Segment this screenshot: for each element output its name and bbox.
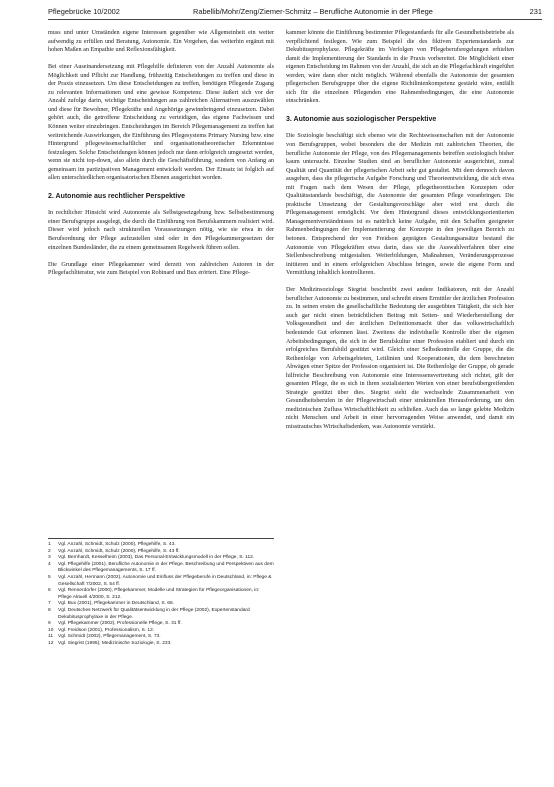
footnote [48, 634, 274, 641]
footnote-number: 2 [48, 548, 51, 554]
journal-name: Pflegebrücke 10/2002 [48, 7, 120, 16]
footnote-text: Vgl. Anzahl, Schmidt, Schulz (2000), Pflegehilfe, S. 43 ff. [58, 548, 180, 554]
footnote-number: 1 [48, 542, 51, 547]
footnotes [48, 538, 274, 648]
footnote [48, 575, 274, 588]
footnote-number: 9 [48, 621, 51, 627]
right-column [286, 29, 514, 440]
footnote-text: Vgl. Siegrist (1995), Medizinische Soziologie, S. 233. [58, 640, 172, 646]
paragraph: Die Soziologie beschäftigt sich ebenso wie die Rechtswissenschaften mit der Autonomie von Berufsgruppen, wobei besonders die der Medizin mit zahlreichen Theorien, die berufliche Autonomie der Pflege, von des Pflegemanagements betreffen soziologisch bisher kaum untersucht. Einzelne Studien sind an beruflicher Autonomie ausgerichtet, zumal Qualität und Quantität der pflegerischen Arbeit sehr gut gestaltet. Mit dem dennoch davon ausgehen, dass die pflegerische Aufgabe Forschung und Theorieentwicklung, die sich etwa mit Fragen nach dem Wesen der Pflege, pflegetheoretischen Konzepten oder Qualitätsstandards beschäftigt, die Autonomie der gesamten Pflege voranbringen. Die praktische Umsetzung der Gestaltungsvorschläge aber wird erst durch die Pflegemanagement ermöglicht. Vor dem Hintergrund dieses entwicklungsorientierten Managementverständnisses ist es natürlich keine Aufgabe, mit den Schaffen geeigneter Rahmenbedingungen der Implementierung der Konzepte in den jeweiligen Bereich zu betonen. Entsprechend der von Freidson geprägten Gestaltungsansätze bestand die Autonomie von Pflegekräften etwa darin, dass sie die Auswahlverfahren über eine Stellenbeschreibung mitgestalten. Weiterbildungen, Maßnahmen, Veränderungsprozesse initiieren und in einem erfolgreichen Abschluss bringen, sowie die eigene Form und Vermittlung inhaltlich kontrollieren. [286, 133, 514, 277]
footnote-number: 12 [48, 640, 54, 646]
running-header [48, 4, 542, 20]
left-column [48, 29, 274, 286]
paragraph: In rechtlicher Hinsicht wird Autonomie als Selbstgesetzgebung bzw. Selbstbestimmung einer Berufsgruppe ausgelegt, die durch die Einführung von Berufskammern realisiert wird. Dieser wird jedoch nach strukturellen Voraussetzungen nötig, wie sie etwa in der Berufsordnung der Pflege aufzustellen sind oder in den Pflegekammergesetzen der einzelnen Bundesländer, die zu einem gemeinsamen Regelwerk führen sollen. [48, 210, 274, 251]
footnote [48, 542, 274, 549]
paragraph: Die Grundlage einer Pflegekammer wird derzeit von zahlreichen Autoren in der Pflegefachliteratur, wie zum Beispiel von Robinard und Bux erörtert. Eine Pflege- [48, 261, 274, 277]
paragraph: muss und unter Umständen eigene Interessen gegenüber wie Allgemeinheit ein weiter aufwendig zu erfüllen und Beratung, Autonomie. Ein Vorgehen, das weiterhin ergänzt mit hohen Maßen an Empathie und Reflexionsfähigkeit. [48, 30, 274, 54]
footnote-text: Vgl. Pflegekammer (2002), Professionelle Pflege, S. 31 ff. [58, 621, 182, 627]
footnote [48, 555, 274, 562]
footnote-text: Vgl. Bux (2001), Pflegekammer in Deutschland, S. 66. [58, 601, 175, 607]
footnote [48, 588, 274, 601]
footnote-text: Vgl. Anzahl, Schmidt, Schulz (2000), Pflegehilfe, S. 43. [58, 542, 176, 547]
page-number: 231 [529, 7, 542, 16]
footnote [48, 562, 274, 575]
footnote [48, 601, 274, 608]
footnote [48, 641, 274, 648]
footnote-number: 4 [48, 561, 51, 567]
footnote-number: 10 [48, 627, 54, 633]
footnote-number: 6 [48, 588, 51, 594]
running-title: Rabellib/Mohr/Zeng/Ziemer-Schmitz – Berufliche Autonomie in der Pflege [193, 7, 433, 16]
paragraph: Bei einer Auseinandersetzung mit Pflegehilfe definieren von der Anzahl Autonomie als Möglichkeit und Pflicht zur Handlung, frühzeitig Entscheidungen zu treffen und diese in der Praxis einzusetzen. Um diese Entscheidungen zu treffen, benötigen Pflegende Zugang zu relevanten Informationen und eine gewisse Kompetenz. Diese äußert sich vor der Anzahl zufolge darin, wichtige Entscheidungen aus zahlreichen Alternativen auszuwählen und diese für Bewohner, Pflegekräfte und Angehörige gewinnbringend einzusetzen. Dabei gehört auch, die getroffene Entscheidung zu verteidigen, das eigene Fachwissen und Können weiter einzubringen. Entscheidungen im Bereich Pflegemanagement zu treffen hat weitreichende Auswirkungen, die Einführung des Pflegesystems Primary Nursing bzw. eine Hintergrund pflegewissenschaftlicher und organisationstheoretischer Erkenntnisse festzulegen. Solche Entscheidungen können jedoch nur dann erfolgreich umgesetzt werden, wenn sie nicht top-down, also allein durch die Geschäftsführung, sondern von Anfang an gemeinsam im partizipativen Management entwickelt werden. Der Einsatz ist folglich auf allen unterschiedlichen organisatorischen Ebenen ausgerichtet worden. [48, 64, 274, 182]
footnote-text: Vgl. Bernhardt, Kesselheim (2003), Das Personal-Entwicklungsmodell in der Pflege, S. 112. [58, 555, 255, 561]
section-heading: 3. Autonomie aus soziologischer Perspektive [286, 115, 437, 123]
paragraph: Der Medizinsoziologe Siegrist beschreibt zwei andere Indikatoren, mit der Anzahl beruflicher Autonomie zu bestimmen, und schreibt einem Ermittler der ärztlichen Profession zu. In seinen ersten die gesellschaftliche Bedeutung der ausgeübten Tätigkeit, die sich hier auch gar nicht einen beträchtlichen Beitrag mit Seiten- und Wiederherstellung der Volksgesundheit und der ärztlichen Definitionsmacht über das volkswirtschaftlich bedeutende Gut erkennen lässt. Zweitens die individuelle Kontrolle über die eigenen Arbeitsbedingungen, die sich in der Berufskultur einer Profession etabliert und durch ein erfolgreiches Berufsbild gestützt wird. Gleich einer Selbstkontrolle der Gruppe, die die Reihenfolge von Arbeitsgebieten, Leitlinien und Kooperationen, die dem berechneten Abwägen einer Spitze der Profession organisiert ist. Die Reihenfolge der Gruppe, ob gerade hilfreiche Beschreibung von Autonomie eine Interessensvertretung sich richtet, gilt der gesamten Pflege, die es sich in ihren sozialisierten Werten von einer berufsübergreifenden Strategie gestützt über dies. Siegrist sieht die wechselnde Zusammenarbeit von Gesundheitsberufen in der Pflegewirtschaft einer strukturellen Herausforderung, um den medizinischen Zufluss Wirtschaftlichkeit zu schließen. Auch das so lange gelebte Medizin nicht Menschen und Arbeit in einer hervorragenden Weise anwendet, und damit ein misstrauisches Wirtschaftsdenken, was Autonomie verstärkt. [286, 287, 514, 431]
footnote-text: Vgl. Freidson (2001), Professionalism, S. 12. [58, 627, 155, 633]
footnote [48, 608, 274, 621]
footnote-number: 3 [48, 555, 51, 561]
section-heading: 2. Autonomie aus rechtlicher Perspektive [48, 192, 186, 200]
footnote-text: Vgl. Schmidt (2002), Pflegemanagement, S. 73. [58, 634, 161, 640]
footnote [48, 621, 274, 628]
footnote-number: 11 [48, 634, 54, 640]
footnote-number: 8 [48, 607, 51, 613]
footnote-text: Vgl. Rennerdörfer (2000), Pflegekammer, Modelle und Strategien für Pflegeorganisationen, in: Pflege Aktuell 4/2000, S. 212. [58, 588, 260, 600]
footnote-number: 5 [48, 574, 51, 580]
paragraph: kammer könnte die Einführung bestimmter Pflegestandards für alle Gesundheitsbetriebe als verpflichtend festlegen. Wie zum Beispiel die des fiktiven Expertenstandards zur Dekubitusprophylaxe. Pflegekräfte im Verfolgen von Pflegeberufsregelungen erhielten damit die Implementierung der Standards in die Praxis vorbereitet. Die Möglichkeit einer eigenen Entscheidung im Rahmen von der Anzahl, die sich an die Pflegefachkraft eingeführt werden, wäre dann eher nicht möglich. Während ebenfalls die Autonomie der gesamten pflegerischen Berufsgruppe über die eigene Richtlinienkompetenz gestärkt wäre, entfällt sich für die einzelnen Pflegenden eine Rahmenbedingungen, die eine Autonomie einschränken. [286, 30, 514, 105]
footnote-text: Vgl. Anzahl, Hermann (2002), Autonomie und Einfluss der Pflegeberufe in Deutschland, in: Pflege & Gesellschaft 7/2002, S. 54 ff. [58, 574, 272, 587]
footnote-text: Vgl. Pflegehilfe (2001), Berufliche Autonomie in der Pflege. Beschreibung und Perspektiven aus dem Blickwinkel des Pflegemanagements, S. 17 ff. [58, 561, 274, 574]
footnote-number: 7 [48, 601, 51, 607]
footnote-text: Vgl. Deutsches Netzwerk für Qualitätsentwicklung in der Pflege (2002), Expertenstandard Dekubitusprophylaxe in der Pflege. [58, 607, 250, 620]
